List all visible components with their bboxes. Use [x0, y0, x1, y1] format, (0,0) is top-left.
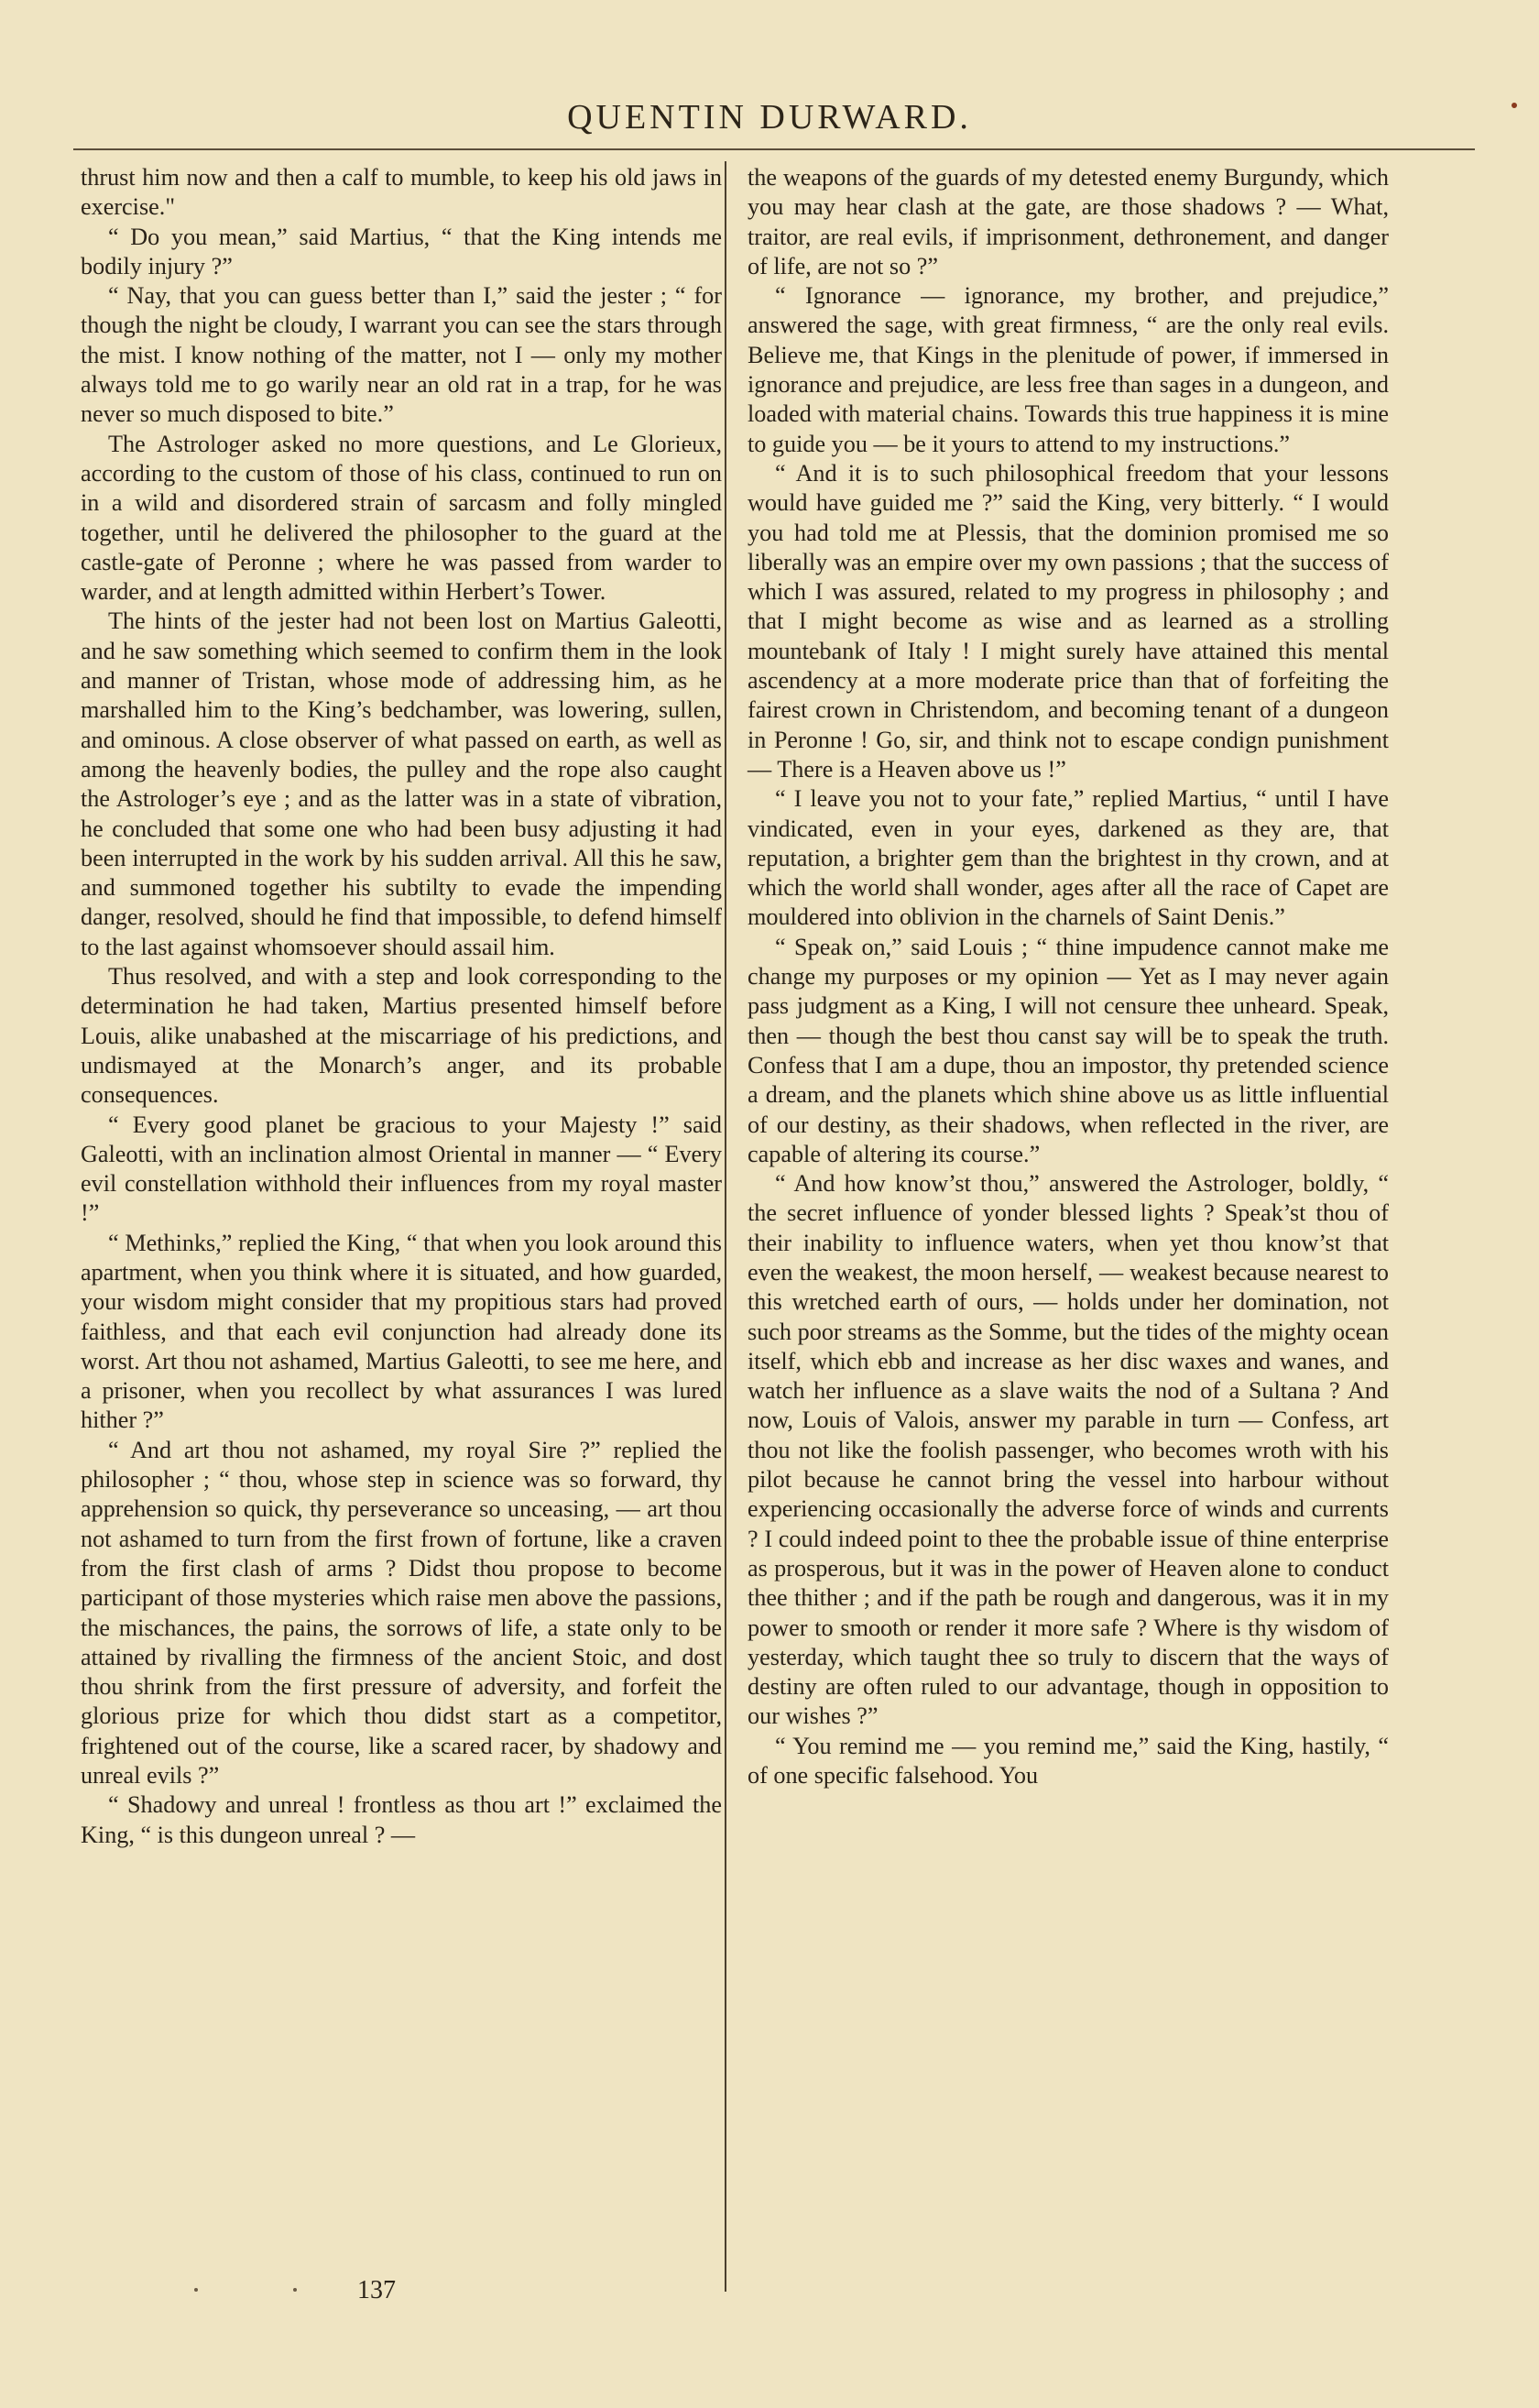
paragraph: The Astrologer asked no more questions, and Le Glorieux, according to the custom of those of his class, continued to run on in a wild and disordered strain of sarcasm and folly mingled together, until he delivered the philosopher to the guard at the castle-gate of Peronne ; where he was passed from warder to warder, and at length admitted within Herbert’s Tower.: [81, 430, 722, 606]
running-title: QUENTIN DURWARD.: [567, 98, 972, 137]
paragraph: thrust him now and then a calf to mumble, to keep his old jaws in exercise.": [81, 164, 722, 221]
paragraph: The hints of the jester had not been lost on Martius Galeotti, and he saw something which seemed to confirm them in the look and manner of Tristan, whose mode of addressing him, as he marshalled him to the King’s bedchamber, was lowering, sullen, and ominous. A close observer of what passed on earth, as well as among the heavenly bodies, the pulley and the rope also caught the Astrologer’s eye ; and as the latter was in a state of vibration, he concluded that some one who had been busy adjusting it had been interrupted in the work by his sudden arrival. All this he saw, and summoned together his subtilty to evade the impending danger, resolved, should he find that impossible, to defend himself to the last against whomsoever should assail him.: [81, 607, 722, 960]
right-column: [748, 163, 1389, 1790]
paragraph: “ Every good planet be gracious to your Majesty !” said Galeotti, with an inclination almost Oriental in manner — “ Every evil constellation withhold their influences from my royal master !”: [81, 1111, 722, 1227]
paragraph: “ You remind me — you remind me,” said the King, hastily, “ of one specific falsehood. You: [748, 1732, 1389, 1790]
paragraph: “ Do you mean,” said Martius, “ that the King intends me bodily injury ?”: [81, 223, 722, 279]
column-divider: [725, 161, 726, 2292]
paragraph: “ And it is to such philosophical freedom that your lessons would have guided me ?” said the King, very bitterly. “ I would you had told me at Plessis, that the dominion promised me so liberally was an empire over my own passions ; that the success of which I was assured, related to my progress in philosophy ; and that I might become as wise and as learned as a strolling mountebank of Italy ! I might surely have attained this mental ascendency at a more moderate price than that of forfeiting the fairest crown in Christendom, and becoming tenant of a dungeon in Peronne ! Go, sir, and think not to escape condign punishment — There is a Heaven above us !”: [748, 459, 1389, 783]
paragraph: “ Methinks,” replied the King, “ that when you look around this apartment, when you think where it is situated, and how guarded, your wisdom might consider that my propitious stars had proved faithless, and that each evil conjunction had already done its worst. Art thou not ashamed, Martius Galeotti, to see me here, and a prisoner, when you recollect by what assurances I was lured hither ?”: [81, 1229, 722, 1434]
paragraph: “ Speak on,” said Louis ; “ thine impudence cannot make me change my purposes or my opinion — Yet as I may never again pass judgment as a King, I will not censure thee unheard. Speak, then — though the best thou canst say will be to speak the truth. Confess that I am a dupe, thou an impostor, thy pretended science a dream, and the planets which shine above us as little influential of our destiny, as their shadows, when reflected in the river, are capable of altering its course.”: [748, 933, 1389, 1167]
left-column: [81, 163, 722, 1850]
paragraph: “ I leave you not to your fate,” replied Martius, “ until I have vindicated, even in your eyes, darkened as they are, that reputation, a brighter gem than the brightest in thy crown, and at which the world shall wonder, ages after all the race of Capet are mouldered into oblivion in the charnels of Saint Denis.”: [748, 785, 1389, 931]
ink-speck: [293, 2288, 297, 2292]
ink-speck: [194, 2288, 198, 2292]
header-rule: [73, 148, 1475, 150]
paragraph: Thus resolved, and with a step and look corresponding to the determination he had taken, Martius presented himself before Louis, alike unabashed at the miscarriage of his predictions, and undismayed at the Monarch’s anger, and its probable consequences.: [81, 963, 722, 1109]
paragraph: “ And art thou not ashamed, my royal Sire ?” replied the philosopher ; “ thou, whose step in science was so forward, thy apprehension so quick, thy perseverance so unceasing, — art thou not ashamed to turn from the first frown of fortune, like a craven from the first clash of arms ? Didst thou propose to become participant of those mysteries which raise men above the passions, the mischances, the pains, the sorrows of life, a state only to be attained by rivalling the firmness of the ancient Stoic, and dost thou shrink from the first pressure of adversity, and forfeit the glorious prize for which thou didst start as a competitor, frightened out of the course, like a scared racer, by shadowy and unreal evils ?”: [81, 1436, 722, 1790]
paragraph: “ Nay, that you can guess better than I,” said the jester ; “ for though the night be cloudy, I warrant you can see the stars through the mist. I know nothing of the matter, not I — only my mother always told me to go warily near an old rat in a trap, for he was never so much disposed to bite.”: [81, 282, 722, 428]
paragraph: “ And how know’st thou,” answered the Astrologer, boldly, “ the secret influence of yonder blessed lights ? Speak’st thou of their inability to influence waters, when yet thou know’st that even the weakest, the moon herself, — weakest because nearest to this wretched earth of ours, — holds under her domination, not such poor streams as the Somme, but the tides of the mighty ocean itself, which ebb and increase as her disc waxes and wanes, and watch her influence as a slave waits the nod of a Sultana ? And now, Louis of Valois, answer my parable in turn — Confess, art thou not like the foolish passenger, who becomes wroth with his pilot because he cannot bring the vessel into harbour without experiencing occasionally the adverse force of winds and currents ? I could indeed point to thee the probable issue of thine enterprise as prosperous, but it was in the power of Heaven alone to conduct thee thither ; and if the path be rough and dangerous, was it in my power to smooth or render it more safe ? Where is thy wisdom of yesterday, which taught thee so truly to discern that the ways of destiny are often ruled to our advantage, though in opposition to our wishes ?”: [748, 1170, 1389, 1730]
ink-speck: [1512, 103, 1517, 108]
paragraph: the weapons of the guards of my detested enemy Burgundy, which you may hear clash at the gate, are those shadows ? — What, traitor, are real evils, if imprisonment, dethronement, and danger of life, are not so ?”: [748, 164, 1389, 279]
paragraph: “ Shadowy and unreal ! frontless as thou art !” exclaimed the King, “ is this dungeon unreal ? —: [81, 1791, 722, 1848]
page-number: 137: [357, 2276, 396, 2304]
paragraph: “ Ignorance — ignorance, my brother, and prejudice,” answered the sage, with great firmness, “ are the only real evils. Believe me, that Kings in the plenitude of power, if immersed in ignorance and prejudice, are less free than sages in a dungeon, and loaded with material chains. Towards this true happiness it is mine to guide you — be it yours to attend to my instructions.”: [748, 282, 1389, 457]
